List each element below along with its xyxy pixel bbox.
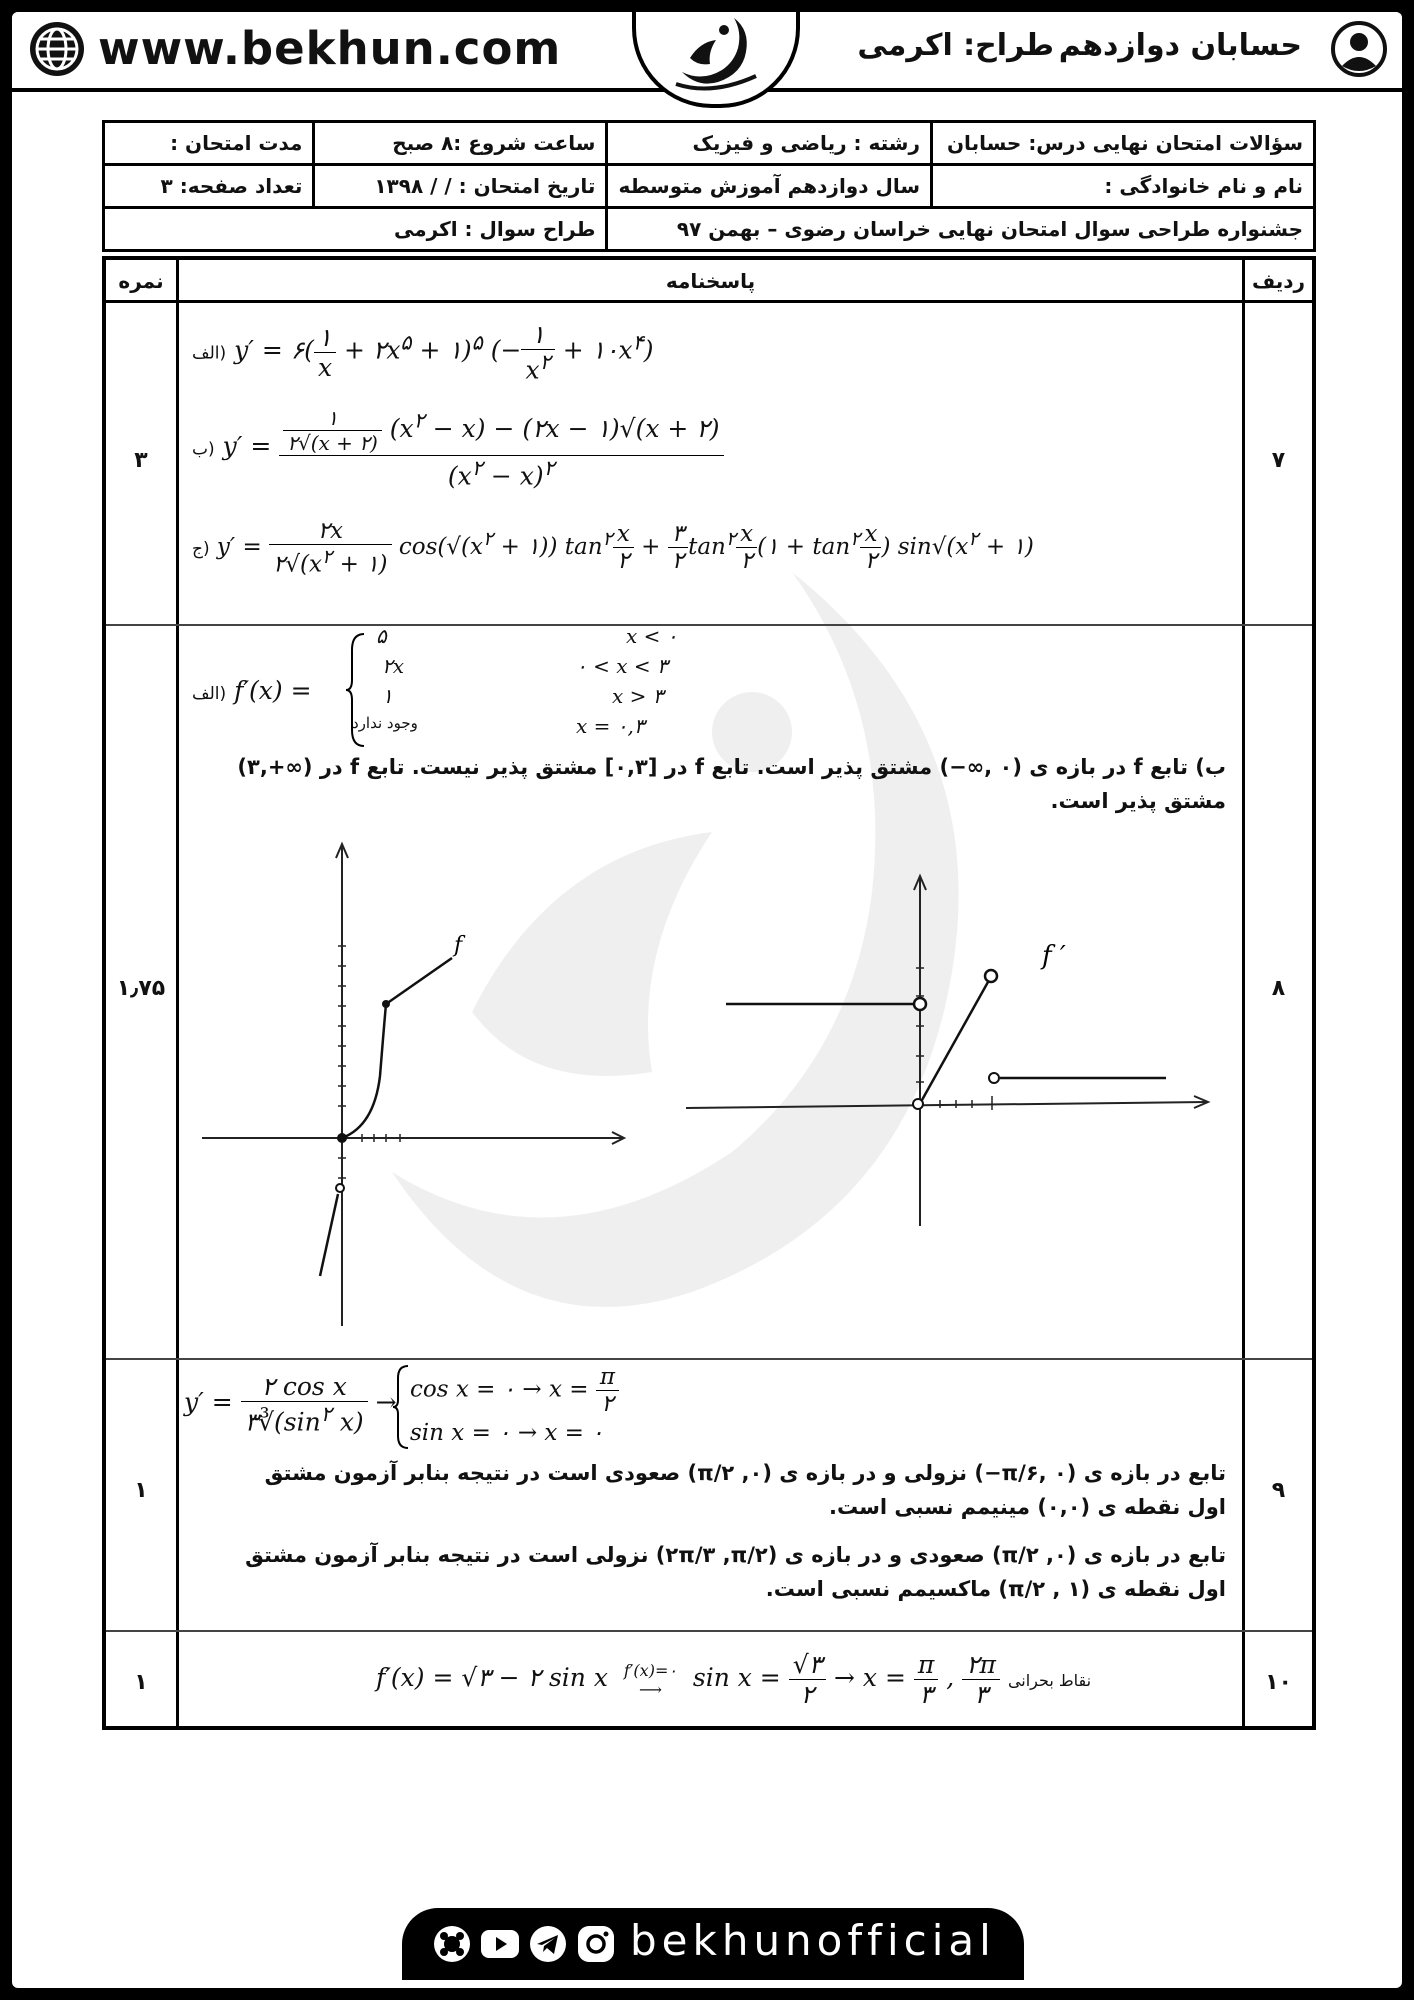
page-header bbox=[12, 12, 1402, 92]
info-duration: مدت امتحان : bbox=[104, 122, 314, 165]
q8-case1-condition: x < ۰ bbox=[626, 624, 678, 648]
q8-case4-value: وجود ندارد bbox=[352, 714, 418, 732]
user-icon bbox=[1330, 20, 1388, 78]
instagram-icon[interactable] bbox=[576, 1924, 616, 1964]
exam-info-table bbox=[102, 120, 1316, 252]
q9-case-sin: sin x = ۰ → x = ۰ bbox=[410, 1420, 604, 1446]
q7-part-a: الف) y′ = ۶( $\frac{۱}{x}$ + $۲x^۵$ + ۱)$^۵$ (− $\frac{۱}{x^۲}$ + $۱۰x^۴$) bbox=[192, 320, 654, 385]
answer-table bbox=[102, 256, 1316, 1730]
info-field: رشته : ریاضی و فیزیک bbox=[607, 122, 932, 165]
q10-critical-label: نقاط بحرانی bbox=[1007, 1671, 1092, 1690]
q9-brace-icon bbox=[392, 1364, 410, 1450]
q7-part-b: ب) y′ = $\frac{۱}{۲√(x + ۲)}$ $(x^۲ - x)$ − (۲x − ۱)√(x + ۲) $(x^۲ - x)^۲$ bbox=[192, 406, 724, 490]
q9-case-cos: cos x = ۰ → x = $\frac{\pi}{۲}$ bbox=[410, 1364, 619, 1417]
q9-text-min: تابع در بازه ی (۰ ,π/۶−) نزولی و در بازه ی (π/۲ ,۰) صعودی است در نتیجه بنابر آزمون مشتق اول نقطه ی (۰,۰) مینیمم نسبی است. bbox=[264, 1461, 1226, 1519]
social-handle[interactable]: bekhunofficial bbox=[630, 1916, 996, 1965]
q9-text-max: تابع در بازه ی (π/۲ ,۰) صعودی و در بازه ی (۲π/۳ ,π/۲) نزولی است در نتیجه بنابر آزمون مشتق اول نقطه ی (۱ , π/۲) ماکسیمم نسبی است. bbox=[245, 1543, 1226, 1601]
q8-case3-condition: x > ۳ bbox=[612, 684, 664, 708]
row-score: ۳ bbox=[134, 448, 148, 473]
row-score: ۱٫۷۵ bbox=[116, 976, 166, 1001]
q8-case4-condition: x = ۰,۳ bbox=[576, 714, 645, 738]
header-score: نمره bbox=[118, 269, 164, 293]
brand-logo bbox=[632, 12, 800, 108]
graph-f bbox=[202, 826, 632, 1346]
globe-icon bbox=[28, 20, 86, 78]
q9-derivative: y′ = $\frac{\text{۲ cos x}}{۳∛(\sin^۲ x)}$ → bbox=[184, 1372, 397, 1437]
aparat-icon[interactable] bbox=[432, 1924, 472, 1964]
info-page-count: تعداد صفحه: ۳ bbox=[104, 165, 314, 208]
q8-case2-condition: ۰ < x < ۳ bbox=[576, 654, 668, 678]
row-number: ۹ bbox=[1271, 1478, 1286, 1503]
q7-part-c: ج) y′ = $\frac{۲x}{۲√(x^۲ + ۱)}$ $\cos(√(x^۲$ + ۱)) $\tan^۲$ $\frac{x}{۲}$ + $\frac{۳}{۲}$ $\tan^۲$ $\frac{x}{۲}$ (۱ + $\tan^۲$ $\frac{x}{۲}$ ) $\sin√(x^۲$ + ۱) bbox=[192, 518, 1034, 578]
graph-f-label: f bbox=[454, 933, 463, 958]
q10-equation: f′(x) = √۳ − ۲ sin x f′(x)=۰ ⟶ sin x = $\frac{√۳}{۲}$ → x = $\frac{\pi}{۳}$ , $\frac{۲\pi}{۳}$ نقاط بحرانی bbox=[376, 1650, 1092, 1709]
info-designer: طراح سوال : اکرمی bbox=[104, 208, 607, 251]
info-student-name: نام و نام خانوادگی : bbox=[932, 165, 1315, 208]
website-url[interactable]: www.bekhun.com bbox=[98, 22, 562, 75]
telegram-icon[interactable] bbox=[528, 1924, 568, 1964]
row-score: ۱ bbox=[134, 1670, 148, 1695]
header-author: طراح: اکرمی bbox=[857, 28, 1054, 63]
q8-case3-value: ۱ bbox=[382, 684, 393, 708]
row-number: ۷ bbox=[1271, 448, 1286, 473]
row-number: ۱۰ bbox=[1265, 1670, 1292, 1695]
brand-logo-icon bbox=[672, 12, 760, 92]
info-grade: سال دوازدهم آموزش متوسطه bbox=[607, 165, 932, 208]
graph-f-prime-label: f ′ bbox=[1042, 941, 1066, 971]
q8-case1-value: ۵ bbox=[376, 624, 387, 648]
row-number: ۸ bbox=[1271, 976, 1286, 1001]
header-title: حسابان دوازدهم bbox=[1058, 28, 1302, 63]
info-festival: جشنواره طراحی سوال امتحان نهایی خراسان رضوی – بهمن ۹۷ bbox=[607, 208, 1315, 251]
page bbox=[12, 12, 1402, 1988]
q8-case2-value: ۲x bbox=[382, 654, 405, 678]
row-score: ۱ bbox=[134, 1478, 148, 1503]
q8-part-a-label: الف) f′(x) = bbox=[192, 676, 312, 705]
info-exam-date: تاریخ امتحان : / / ۱۳۹۸ bbox=[314, 165, 607, 208]
header-answer: پاسخنامه bbox=[665, 269, 756, 293]
header-row: ردیف bbox=[1251, 269, 1306, 293]
q8-brace-icon bbox=[344, 630, 368, 750]
graph-f-prime bbox=[666, 856, 1226, 1286]
info-start-time: ساعت شروع :۸ صبح bbox=[314, 122, 607, 165]
q8-part-b-text: ب) تابع f در بازه ی (۰ ,∞−) مشتق پذیر است. تابع f در [۰,۳] مشتق پذیر نیست. تابع f در (∞+,۳) مشتق پذیر است. bbox=[237, 755, 1226, 813]
social-footer bbox=[402, 1908, 1024, 1980]
info-course: سؤالات امتحان نهایی درس: حسابان bbox=[932, 122, 1315, 165]
youtube-icon[interactable] bbox=[480, 1924, 520, 1964]
